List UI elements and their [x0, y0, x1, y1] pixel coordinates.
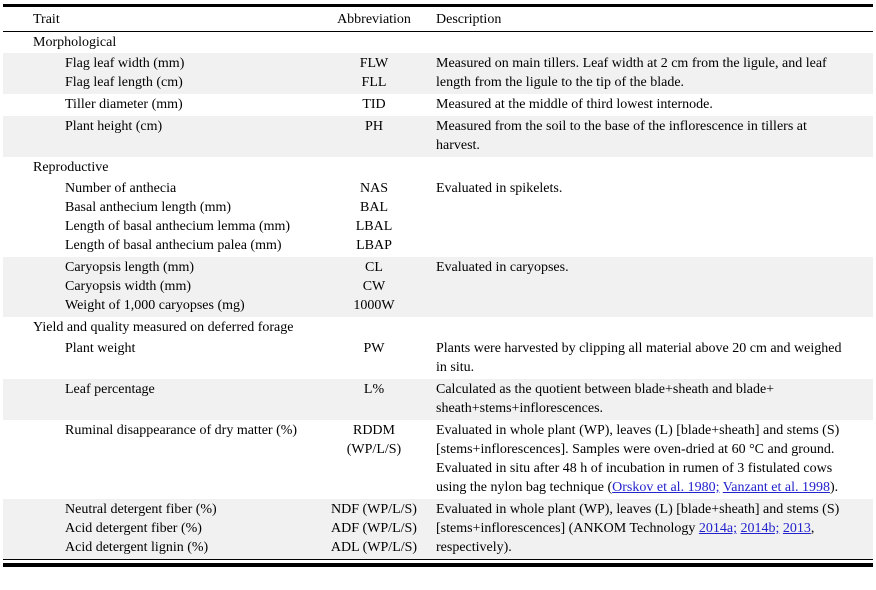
description-cell	[433, 95, 873, 114]
trait-label: Flag leaf length (cm)	[65, 75, 183, 90]
description-text: , respectively).	[436, 521, 815, 555]
trait-cell	[3, 95, 315, 114]
trait-definition-table	[3, 4, 873, 567]
trait-label: Neutral detergent fiber (%)	[65, 502, 217, 517]
trait-label: Caryopsis length (mm)	[65, 260, 195, 275]
abbreviation-label: FLL	[361, 75, 387, 90]
section-title: Reproductive	[33, 160, 109, 175]
description-cell	[433, 380, 873, 418]
abbreviation-label: CW	[362, 279, 386, 294]
trait-label: Leaf percentage	[65, 382, 155, 397]
abbreviation-label: LBAL	[355, 219, 393, 234]
abbreviation-label: RDDM	[352, 423, 395, 438]
abbreviation-cell	[315, 380, 433, 418]
description-cell	[433, 258, 873, 315]
description-text: Plants were harvested by clipping all material above 20 cm and weighed in situ.	[436, 341, 842, 375]
section-title: Yield and quality measured on deferred forage	[33, 320, 294, 335]
abbreviation-label: TID	[362, 97, 386, 112]
column-header-trait: Trait	[33, 12, 60, 27]
citation-link[interactable]: 2013	[782, 521, 811, 536]
trait-cell	[3, 258, 315, 315]
abbreviation-cell	[315, 339, 433, 377]
table-bottom-thick-rule	[3, 563, 873, 567]
description-cell	[433, 117, 873, 155]
trait-cell	[3, 117, 315, 155]
trait-label: Acid detergent fiber (%)	[65, 521, 202, 536]
abbreviation-label: (WP/L/S)	[346, 442, 402, 457]
abbreviation-label: LBAP	[356, 238, 392, 253]
description-text: Evaluated in caryopses.	[436, 260, 569, 275]
abbreviation-label: BAL	[360, 200, 388, 215]
trait-row-group	[3, 94, 873, 116]
description-text: ).	[830, 480, 839, 495]
column-header-abbreviation: Abbreviation	[337, 12, 411, 27]
trait-label: Tiller diameter (mm)	[65, 97, 183, 112]
description-text: Measured at the middle of third lowest internode.	[436, 97, 713, 112]
description-text: Measured from the soil to the base of the inflorescence in tillers at harvest.	[436, 119, 807, 153]
trait-row-group	[3, 116, 873, 157]
trait-cell	[3, 179, 315, 255]
citation-link[interactable]: Vanzant et al. 1998	[722, 480, 831, 495]
citation-link[interactable]: 2014b;	[740, 521, 780, 536]
table-header-row	[3, 7, 873, 32]
trait-label: Caryopsis width (mm)	[65, 279, 191, 294]
abbreviation-cell	[315, 500, 433, 557]
abbreviation-label: NAS	[359, 181, 388, 196]
column-header-description: Description	[436, 12, 502, 27]
description-text: Measured on main tillers. Leaf width at 2 cm from the ligule, and leaf length from the ligule to the tip of the blade.	[436, 56, 827, 90]
abbreviation-label: PW	[363, 341, 385, 356]
trait-label: Acid detergent lignin (%)	[65, 540, 209, 555]
trait-label: Plant height (cm)	[65, 119, 163, 134]
trait-row-group	[3, 499, 873, 559]
abbreviation-label: NDF (WP/L/S)	[331, 502, 417, 517]
description-cell	[433, 179, 873, 255]
citation-link[interactable]: Orskov et al. 1980;	[612, 480, 720, 495]
abbreviation-cell	[315, 54, 433, 92]
description-cell	[433, 54, 873, 92]
description-cell	[433, 500, 873, 557]
description-text: Evaluated in whole plant (WP), leaves (L) [blade+sheath] and stems (S) [stems+inflorescences]. Samples were oven-dried at 60 °C and ground. Evaluated in situ after 48 h of incubation in rumen of 3 fistulated cows using the nylon bag technique (	[436, 423, 840, 495]
abbreviation-cell	[315, 421, 433, 497]
trait-row-group	[3, 53, 873, 94]
abbreviation-cell	[315, 258, 433, 315]
trait-label: Length of basal anthecium palea (mm)	[65, 238, 282, 253]
trait-label: Basal anthecium length (mm)	[65, 200, 232, 215]
abbreviation-label: PH	[365, 119, 383, 134]
abbreviation-label: 1000W	[353, 298, 395, 313]
abbreviation-cell	[315, 179, 433, 255]
trait-row-group	[3, 338, 873, 379]
abbreviation-label: ADF (WP/L/S)	[331, 521, 417, 536]
trait-cell	[3, 339, 315, 377]
trait-label: Weight of 1,000 caryopses (mg)	[65, 298, 245, 313]
abbreviation-label: CL	[365, 260, 383, 275]
trait-cell	[3, 54, 315, 92]
trait-row-group	[3, 379, 873, 420]
description-text: Evaluated in spikelets.	[436, 181, 563, 196]
table-body	[3, 32, 873, 559]
citation-link[interactable]: 2014a;	[698, 521, 737, 536]
trait-label: Ruminal disappearance of dry matter (%)	[65, 423, 298, 438]
trait-row-group	[3, 178, 873, 257]
trait-cell	[3, 421, 315, 497]
trait-label: Number of anthecia	[65, 181, 177, 196]
trait-row-group	[3, 257, 873, 317]
abbreviation-cell	[315, 117, 433, 155]
section-title: Morphological	[33, 35, 117, 50]
trait-row-group	[3, 420, 873, 499]
description-text: Calculated as the quotient between blade+sheath and blade+ sheath+stems+inflorescences.	[436, 382, 775, 416]
trait-label: Plant weight	[65, 341, 136, 356]
trait-label: Flag leaf width (mm)	[65, 56, 185, 71]
description-cell	[433, 339, 873, 377]
abbreviation-cell	[315, 95, 433, 114]
abbreviation-label: FLW	[359, 56, 389, 71]
trait-label: Length of basal anthecium lemma (mm)	[65, 219, 291, 234]
trait-cell	[3, 380, 315, 418]
abbreviation-label: L%	[363, 382, 385, 397]
abbreviation-label: ADL (WP/L/S)	[330, 540, 418, 555]
description-text: Evaluated in whole plant (WP), leaves (L) [blade+sheath] and stems (S) [stems+inflorescences] (ANKOM Technology	[436, 502, 840, 536]
trait-cell	[3, 500, 315, 557]
description-cell	[433, 421, 873, 497]
